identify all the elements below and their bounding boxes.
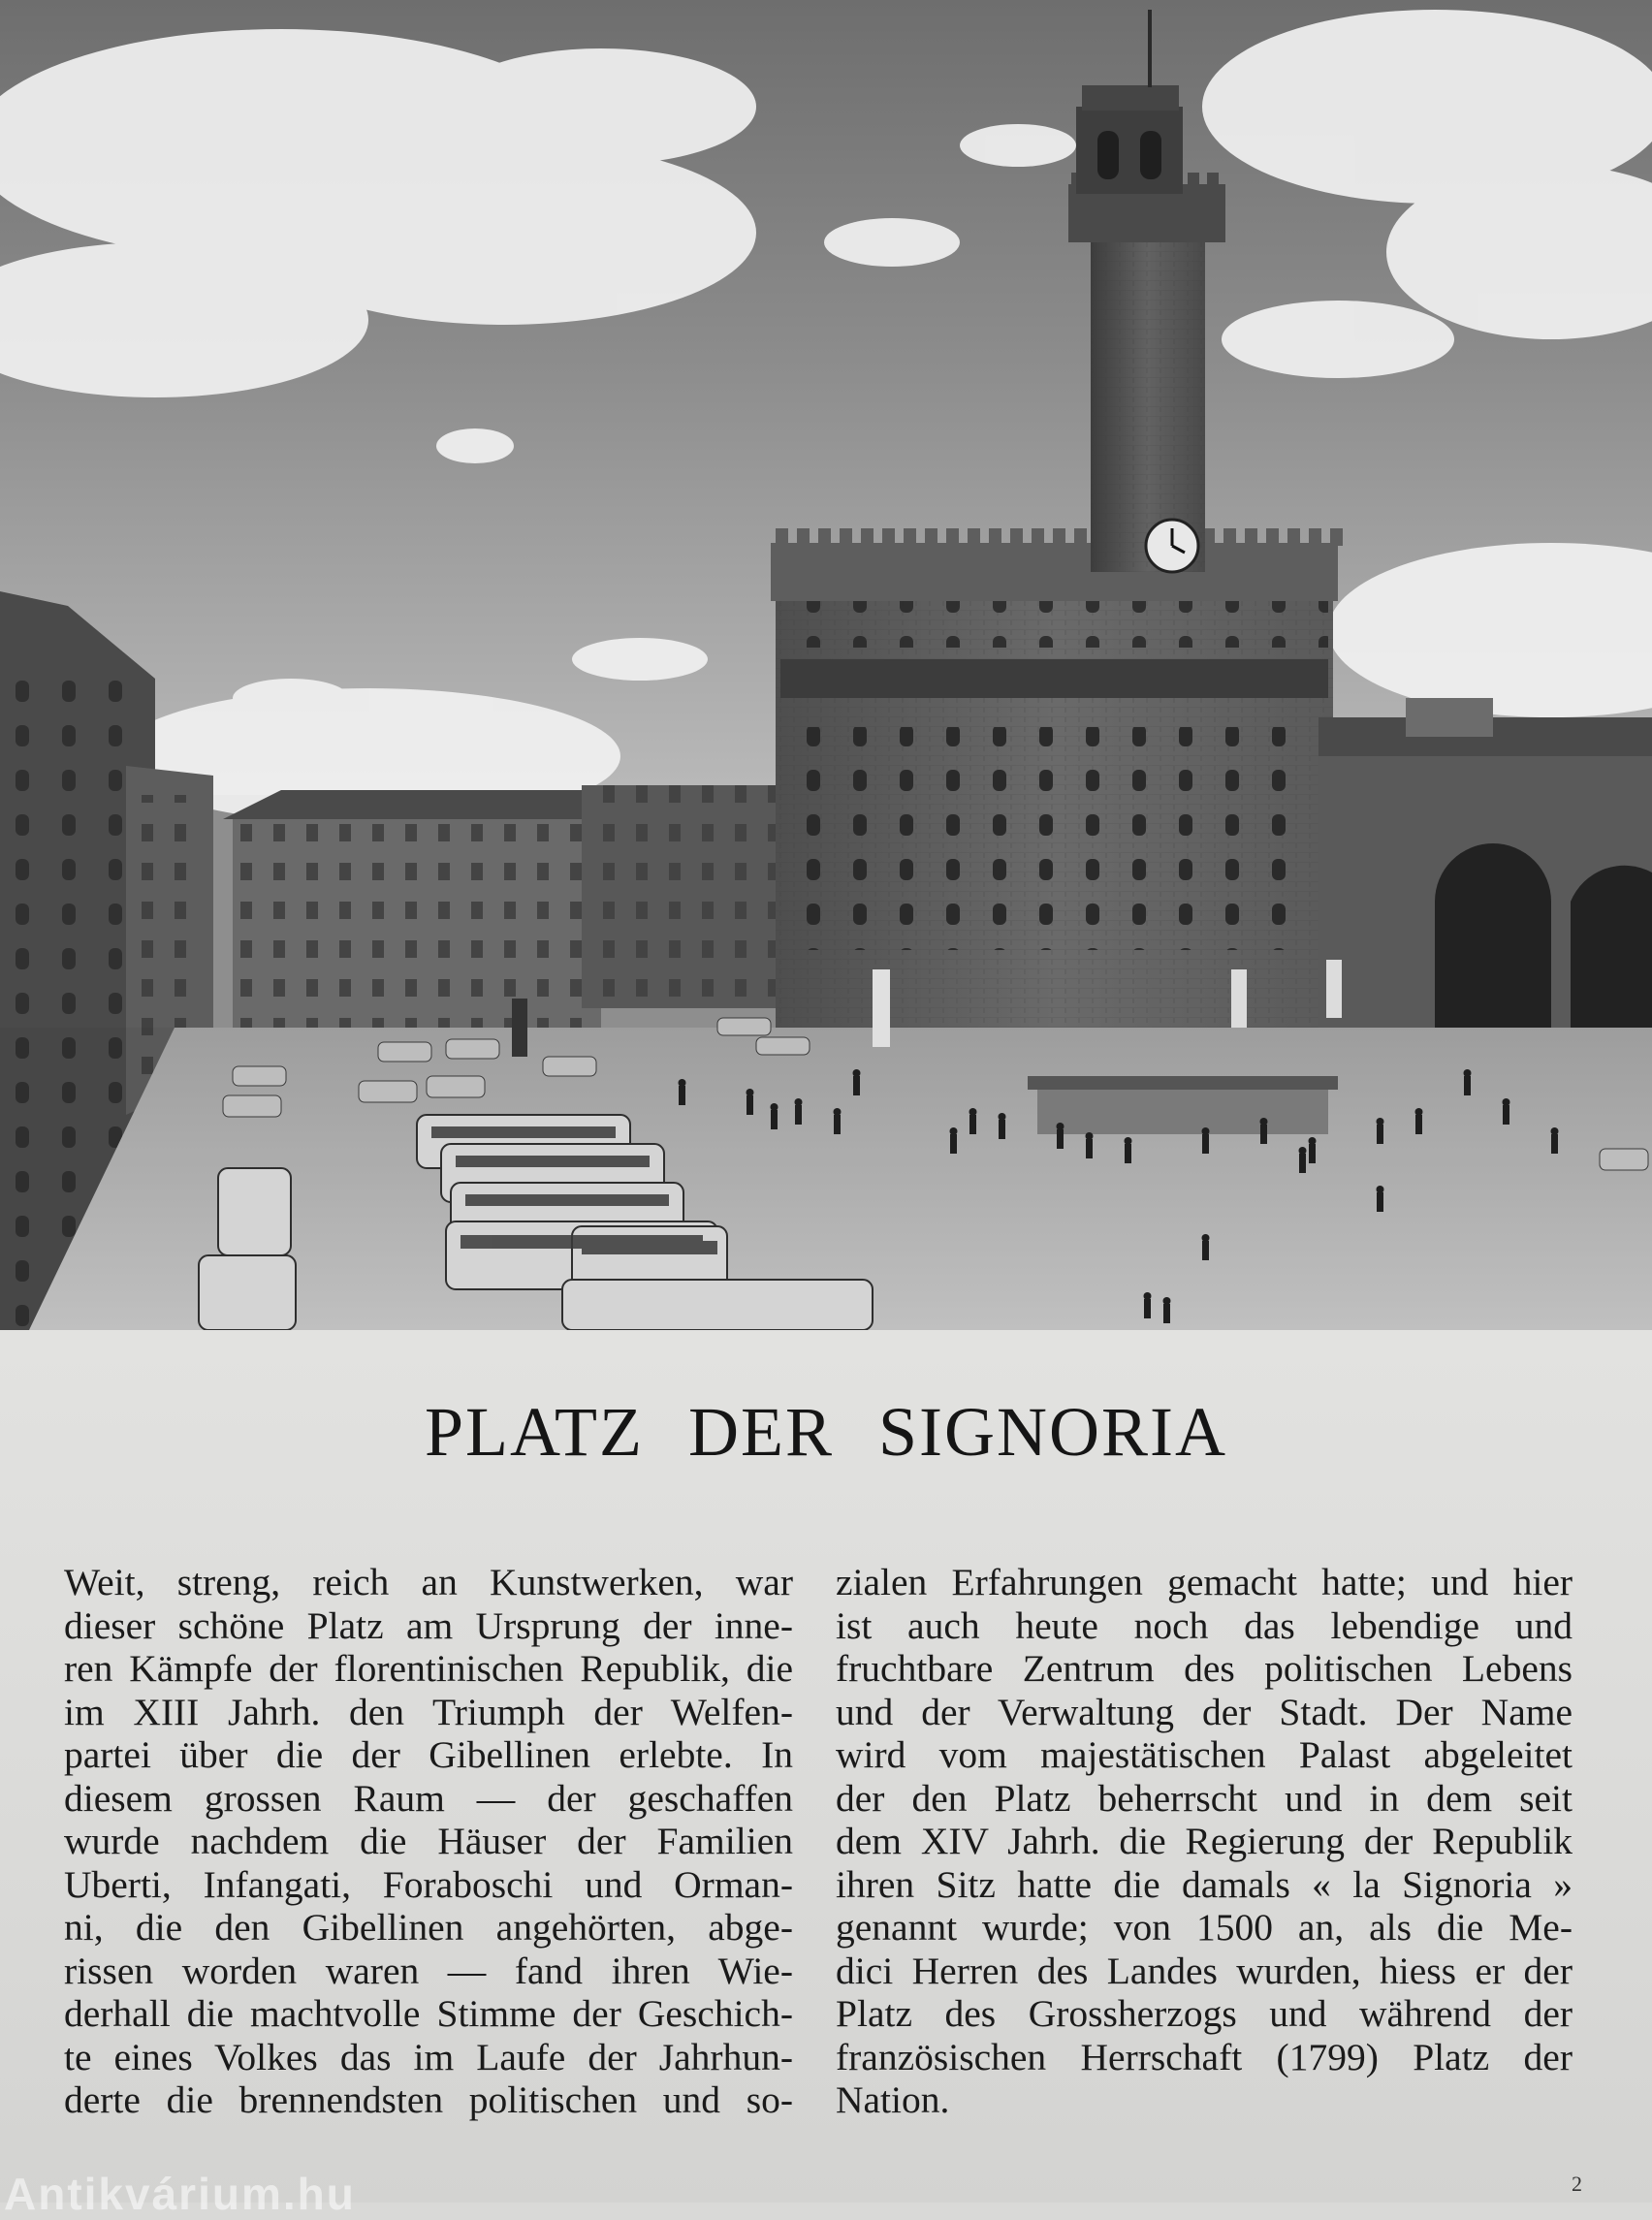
text-line: französischen Herrschaft (1799) Platz der xyxy=(836,2035,1573,2078)
text-line: Nation. xyxy=(836,2078,950,2121)
text-line: Weit, streng, reich an Kunstwerken, war xyxy=(64,1561,793,1603)
text-line: te eines Volkes das im Laufe der Jahrhun- xyxy=(64,2035,793,2078)
text-page xyxy=(0,1330,1652,2219)
text-line: diesem grossen Raum — der geschaffen xyxy=(64,1776,793,1820)
right-text-column xyxy=(836,1561,1573,2122)
text-line: ren Kämpfe der florentinischen Republik, die xyxy=(64,1647,793,1690)
text-line: derhall die machtvolle Stimme der Geschich- xyxy=(64,1992,793,2035)
text-line: wurde nachdem die Häuser der Familien xyxy=(64,1820,793,1862)
page-number: 2 xyxy=(1572,2172,1582,2196)
text-line: partei über die der Gibellinen erlebte. In xyxy=(64,1733,793,1776)
watermark-text: Antikvárium.hu xyxy=(4,2169,356,2219)
text-line: rissen worden waren — fand ihren Wie- xyxy=(64,1949,793,1992)
page-title: PLATZ DER SIGNORIA xyxy=(424,1393,1227,1471)
text-line: ni, die den Gibellinen angehörten, abge- xyxy=(64,1906,793,1949)
text-line: fruchtbare Zentrum des politischen Lebens xyxy=(836,1647,1573,1690)
text-line: dieser schöne Platz am Ursprung der inne- xyxy=(64,1603,793,1647)
text-line: derte die brennendsten politischen und so- xyxy=(64,2078,793,2121)
text-line: im XIII Jahrh. den Triumph der Welfen- xyxy=(64,1690,793,1733)
text-line: wird vom majestätischen Palast abgeleitet xyxy=(836,1733,1573,1776)
left-text-column xyxy=(64,1561,793,2122)
palace-battlements xyxy=(771,543,1338,601)
text-line: und der Verwaltung der Stadt. Der Name xyxy=(836,1690,1573,1733)
text-line: Uberti, Infangati, Foraboschi und Orman- xyxy=(64,1862,793,1906)
fountain-basin xyxy=(1037,1086,1328,1134)
text-line: ihren Sitz hatte die damals « la Signoria » xyxy=(836,1862,1573,1906)
text-line: der den Platz beherrscht und in dem seit xyxy=(836,1776,1573,1820)
text-line: zialen Erfahrungen gemacht hatte; und hier xyxy=(836,1561,1573,1603)
text-line: ist auch heute noch das lebendige und xyxy=(836,1603,1573,1647)
text-line: dici Herren des Landes wurden, hiess er der xyxy=(836,1949,1573,1992)
text-line: Platz des Grossherzogs und während der xyxy=(836,1992,1573,2035)
text-line: genannt wurde; von 1500 an, als die Me- xyxy=(836,1906,1573,1949)
text-line: dem XIV Jahrh. die Regierung der Republik xyxy=(836,1820,1573,1862)
